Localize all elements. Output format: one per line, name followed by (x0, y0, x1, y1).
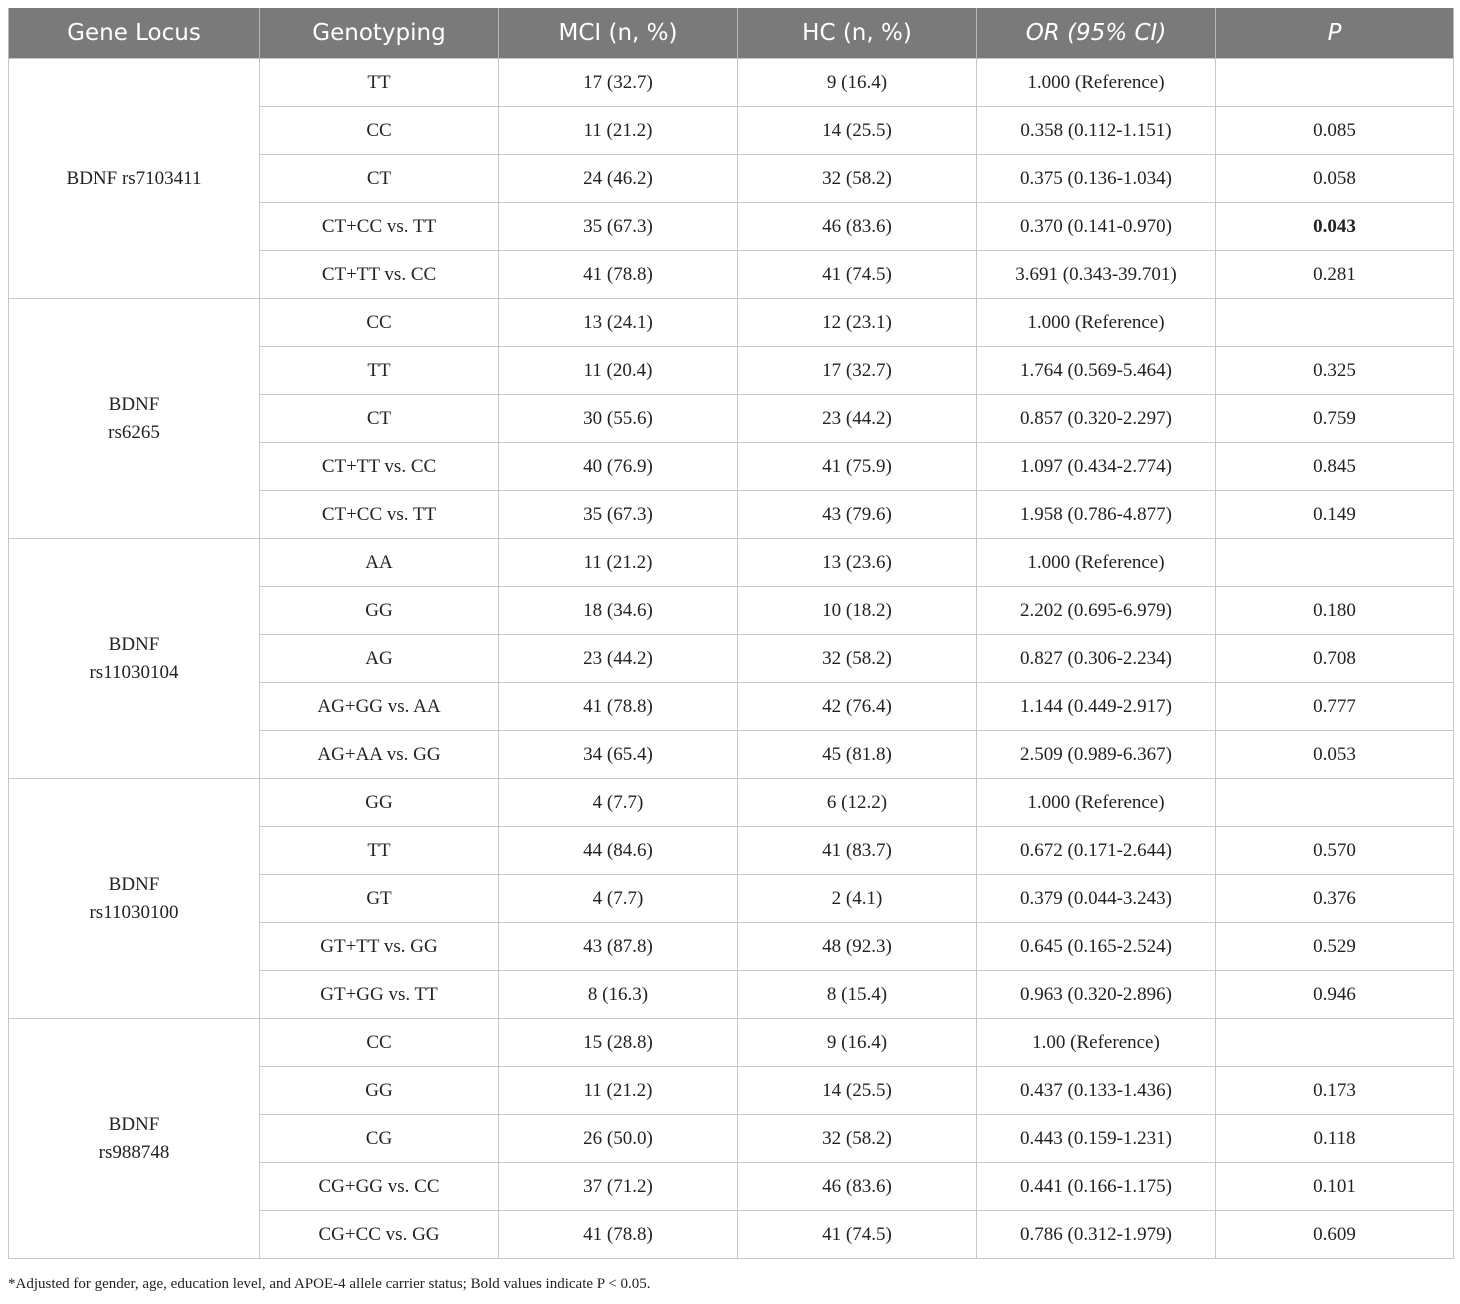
hc-cell: 14 (25.5) (738, 1067, 977, 1115)
mci-cell: 41 (78.8) (499, 1211, 738, 1259)
genotype-cell: CT+TT vs. CC (260, 443, 499, 491)
p-value-cell: 0.609 (1216, 1211, 1454, 1259)
or-ci-cell: 1.00 (Reference) (977, 1019, 1216, 1067)
or-ci-cell: 1.097 (0.434-2.774) (977, 443, 1216, 491)
hc-cell: 12 (23.1) (738, 299, 977, 347)
mci-cell: 17 (32.7) (499, 59, 738, 107)
p-value-cell: 0.149 (1216, 491, 1454, 539)
p-value-cell: 0.845 (1216, 443, 1454, 491)
hc-cell: 32 (58.2) (738, 155, 977, 203)
mci-cell: 41 (78.8) (499, 683, 738, 731)
hc-cell: 45 (81.8) (738, 731, 977, 779)
or-ci-cell: 0.645 (0.165-2.524) (977, 923, 1216, 971)
p-value-cell: 0.529 (1216, 923, 1454, 971)
or-ci-cell: 1.000 (Reference) (977, 299, 1216, 347)
or-ci-cell: 1.144 (0.449-2.917) (977, 683, 1216, 731)
hc-cell: 8 (15.4) (738, 971, 977, 1019)
genotype-cell: CT+TT vs. CC (260, 251, 499, 299)
hc-cell: 41 (75.9) (738, 443, 977, 491)
genotype-cell: TT (260, 59, 499, 107)
p-value-cell: 0.946 (1216, 971, 1454, 1019)
genotype-cell: AG+GG vs. AA (260, 683, 499, 731)
p-value-cell: 0.180 (1216, 587, 1454, 635)
hc-cell: 41 (74.5) (738, 251, 977, 299)
p-value-cell: 0.173 (1216, 1067, 1454, 1115)
or-ci-cell: 1.764 (0.569-5.464) (977, 347, 1216, 395)
or-ci-cell: 2.202 (0.695-6.979) (977, 587, 1216, 635)
mci-cell: 11 (21.2) (499, 539, 738, 587)
mci-cell: 24 (46.2) (499, 155, 738, 203)
p-value-cell: 0.043 (1216, 203, 1454, 251)
genotype-cell: TT (260, 827, 499, 875)
hc-cell: 10 (18.2) (738, 587, 977, 635)
p-value-cell (1216, 299, 1454, 347)
mci-cell: 35 (67.3) (499, 491, 738, 539)
genotype-cell: GT+GG vs. TT (260, 971, 499, 1019)
hc-cell: 41 (83.7) (738, 827, 977, 875)
table-row (9, 779, 1454, 827)
genotype-cell: CG+CC vs. GG (260, 1211, 499, 1259)
genotype-cell: CT+CC vs. TT (260, 491, 499, 539)
p-value-cell (1216, 539, 1454, 587)
hc-cell: 42 (76.4) (738, 683, 977, 731)
hc-cell: 46 (83.6) (738, 203, 977, 251)
hc-cell: 48 (92.3) (738, 923, 977, 971)
hc-cell: 14 (25.5) (738, 107, 977, 155)
mci-cell: 11 (21.2) (499, 107, 738, 155)
or-ci-cell: 0.827 (0.306-2.234) (977, 635, 1216, 683)
genotype-cell: CC (260, 1019, 499, 1067)
hc-cell: 9 (16.4) (738, 1019, 977, 1067)
hc-cell: 32 (58.2) (738, 635, 977, 683)
table-row (9, 539, 1454, 587)
hc-cell: 2 (4.1) (738, 875, 977, 923)
or-ci-cell: 0.358 (0.112-1.151) (977, 107, 1216, 155)
p-value-cell: 0.759 (1216, 395, 1454, 443)
genotype-cell: GT (260, 875, 499, 923)
gene-locus-cell (9, 1019, 260, 1259)
genotype-cell: CC (260, 107, 499, 155)
hc-cell: 23 (44.2) (738, 395, 977, 443)
hc-cell: 9 (16.4) (738, 59, 977, 107)
p-value-cell: 0.570 (1216, 827, 1454, 875)
header-row (9, 8, 1454, 59)
mci-cell: 35 (67.3) (499, 203, 738, 251)
or-ci-cell: 0.370 (0.141-0.970) (977, 203, 1216, 251)
header-hc: HC (n, %) (738, 8, 977, 59)
genotype-cell: CG (260, 1115, 499, 1163)
genotype-cell: GG (260, 587, 499, 635)
or-ci-cell: 0.441 (0.166-1.175) (977, 1163, 1216, 1211)
or-ci-cell: 0.443 (0.159-1.231) (977, 1115, 1216, 1163)
genotype-cell: AG (260, 635, 499, 683)
p-value-cell: 0.058 (1216, 155, 1454, 203)
mci-cell: 34 (65.4) (499, 731, 738, 779)
gene-locus-cell (9, 779, 260, 1019)
or-ci-cell: 1.000 (Reference) (977, 539, 1216, 587)
hc-cell: 32 (58.2) (738, 1115, 977, 1163)
table-row (9, 299, 1454, 347)
mci-cell: 4 (7.7) (499, 875, 738, 923)
or-ci-cell: 2.509 (0.989-6.367) (977, 731, 1216, 779)
p-value-cell: 0.281 (1216, 251, 1454, 299)
mci-cell: 11 (21.2) (499, 1067, 738, 1115)
genotype-cell: AG+AA vs. GG (260, 731, 499, 779)
mci-cell: 41 (78.8) (499, 251, 738, 299)
table-row (9, 59, 1454, 107)
hc-cell: 43 (79.6) (738, 491, 977, 539)
genotype-cell: GG (260, 779, 499, 827)
mci-cell: 23 (44.2) (499, 635, 738, 683)
mci-cell: 4 (7.7) (499, 779, 738, 827)
header-p-value: P (1216, 8, 1454, 59)
gene-locus-cell (9, 539, 260, 779)
p-value-cell: 0.118 (1216, 1115, 1454, 1163)
genotype-cell: CT+CC vs. TT (260, 203, 499, 251)
p-value-cell: 0.085 (1216, 107, 1454, 155)
hc-cell: 13 (23.6) (738, 539, 977, 587)
header-or-ci: OR (95% CI) (977, 8, 1216, 59)
table-footnote: *Adjusted for gender, age, education level, and APOE-4 allele carrier status; Bold values indicate P < 0.05. (8, 1276, 651, 1292)
gene-locus-cell: BDNF rs7103411 (9, 59, 260, 299)
gene-locus-text: BDNF rs6265 (108, 393, 160, 443)
p-value-cell: 0.101 (1216, 1163, 1454, 1211)
mci-cell: 37 (71.2) (499, 1163, 738, 1211)
genotype-cell: CG+GG vs. CC (260, 1163, 499, 1211)
table-row (9, 1019, 1454, 1067)
or-ci-cell: 1.958 (0.786-4.877) (977, 491, 1216, 539)
mci-cell: 15 (28.8) (499, 1019, 738, 1067)
or-ci-cell: 1.000 (Reference) (977, 59, 1216, 107)
p-value-cell: 0.708 (1216, 635, 1454, 683)
gene-locus-text: BDNF rs11030100 (89, 873, 179, 923)
mci-cell: 18 (34.6) (499, 587, 738, 635)
mci-cell: 43 (87.8) (499, 923, 738, 971)
or-ci-cell: 0.379 (0.044-3.243) (977, 875, 1216, 923)
gene-locus-text: BDNF rs11030104 (89, 633, 179, 683)
genotype-cell: AA (260, 539, 499, 587)
or-ci-cell: 0.437 (0.133-1.436) (977, 1067, 1216, 1115)
or-ci-cell: 0.672 (0.171-2.644) (977, 827, 1216, 875)
mci-cell: 44 (84.6) (499, 827, 738, 875)
gene-locus-text: BDNF rs988748 (98, 1113, 170, 1163)
or-ci-cell: 0.375 (0.136-1.034) (977, 155, 1216, 203)
mci-cell: 8 (16.3) (499, 971, 738, 1019)
header-genotyping: Genotyping (260, 8, 499, 59)
or-ci-cell: 0.963 (0.320-2.896) (977, 971, 1216, 1019)
mci-cell: 30 (55.6) (499, 395, 738, 443)
p-value-cell: 0.376 (1216, 875, 1454, 923)
mci-cell: 13 (24.1) (499, 299, 738, 347)
header-gene-locus: Gene Locus (9, 8, 260, 59)
hc-cell: 17 (32.7) (738, 347, 977, 395)
p-value-cell: 0.325 (1216, 347, 1454, 395)
header-mci: MCI (n, %) (499, 8, 738, 59)
or-ci-cell: 3.691 (0.343-39.701) (977, 251, 1216, 299)
hc-cell: 6 (12.2) (738, 779, 977, 827)
p-value-cell (1216, 1019, 1454, 1067)
genotype-cell: GT+TT vs. GG (260, 923, 499, 971)
mci-cell: 40 (76.9) (499, 443, 738, 491)
hc-cell: 41 (74.5) (738, 1211, 977, 1259)
gene-locus-cell (9, 299, 260, 539)
or-ci-cell: 0.857 (0.320-2.297) (977, 395, 1216, 443)
mci-cell: 26 (50.0) (499, 1115, 738, 1163)
p-value-cell (1216, 779, 1454, 827)
or-ci-cell: 0.786 (0.312-1.979) (977, 1211, 1216, 1259)
p-value-cell (1216, 59, 1454, 107)
genotype-association-table (8, 8, 1454, 1259)
genotype-cell: TT (260, 347, 499, 395)
p-value-cell: 0.053 (1216, 731, 1454, 779)
genotype-cell: CC (260, 299, 499, 347)
genotype-cell: CT (260, 395, 499, 443)
genotype-cell: CT (260, 155, 499, 203)
mci-cell: 11 (20.4) (499, 347, 738, 395)
hc-cell: 46 (83.6) (738, 1163, 977, 1211)
genotype-cell: GG (260, 1067, 499, 1115)
p-value-cell: 0.777 (1216, 683, 1454, 731)
or-ci-cell: 1.000 (Reference) (977, 779, 1216, 827)
